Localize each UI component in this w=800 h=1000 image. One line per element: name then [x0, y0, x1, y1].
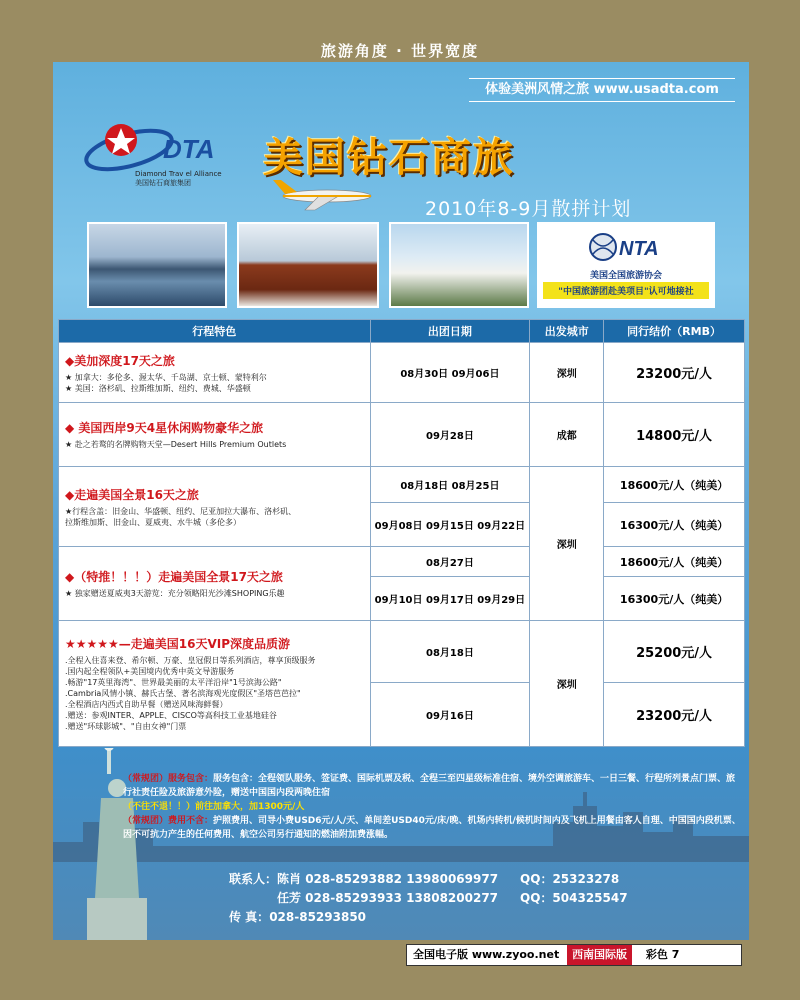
tour-detail: .全程入住喜来登、希尔顿、万豪、皇冠假日等系列酒店，尊享顶级服务: [65, 656, 316, 665]
tour-price: 23200元/人: [604, 343, 745, 403]
fax-number: 028-85293850: [269, 910, 367, 924]
table-row: [59, 403, 745, 467]
nta-certification: "中国旅游团赴美项目"认可地接社: [543, 282, 709, 299]
dta-logo-subtitle: [135, 170, 222, 188]
magazine-header: [0, 0, 800, 60]
tour-title: ◆走遍美国全景16天之旅: [65, 487, 199, 502]
tour-price: 18600元/人（纯美）: [604, 467, 745, 503]
table-row: [59, 343, 745, 403]
include-text: 服务包含：全程领队服务、签证费、国际机票及税、全程三至四星级标准住宿、境外空调旅游车、一日三餐、行程所列景点门票、旅行社责任险及旅游意外险，赠送中国国内段两晚住宿: [123, 774, 736, 798]
table-row: [59, 621, 745, 683]
tour-title: ◆（特推！！！）走遍美国全景17天之旅: [65, 570, 283, 584]
table-row: [59, 547, 745, 577]
tour-city: 深圳: [530, 343, 604, 403]
col-header-city: 出发城市: [530, 320, 604, 343]
tour-dates: 09月08日 09月15日 09月22日: [370, 503, 530, 547]
tour-detail: ★行程含盖：旧金山、华盛顿、纽约、尼亚加拉大瀑布、洛杉矶、: [65, 506, 297, 516]
tour-detail: .全程酒店内西式自助早餐（赠送风味海鲜餐）: [65, 700, 228, 709]
col-header-features: 行程特色: [59, 320, 371, 343]
nta-name-cn: 美国全国旅游协会: [589, 271, 662, 281]
contact-label: 联系人：: [229, 872, 278, 886]
tour-dates: 08月30日 09月06日: [370, 343, 530, 403]
city-skyline-photo: [87, 222, 227, 308]
airplane-image: [265, 176, 375, 214]
tour-description: [59, 547, 371, 621]
col-header-price: 同行结价（RMB）: [604, 320, 745, 343]
contact-row: [229, 889, 628, 908]
plan-subtitle: 2010年8-9月散拼计划: [425, 198, 632, 220]
service-include: [123, 772, 741, 800]
contact-info: [229, 870, 628, 927]
tour-description: [59, 343, 371, 403]
ad-panel: [53, 62, 749, 940]
tour-detail: .Cambria风情小镇、赫氏古堡、著名滨海观光度假区"圣塔芭芭拉": [65, 689, 301, 698]
tour-dates: 08月18日 08月25日: [370, 467, 530, 503]
tour-dates: 09月28日: [370, 403, 530, 467]
tour-price: 16300元/人（纯美）: [604, 577, 745, 621]
tour-title: ★★★★★—走遍美国16天VIP深度品质游: [65, 637, 291, 651]
tour-description: [59, 467, 371, 547]
magazine-tagline: 旅游角度 · 世界宽度: [320, 42, 480, 60]
tour-price: 14800元/人: [604, 403, 745, 467]
contact-person-2: 任芳 028-85293933 13808200277: [277, 891, 499, 905]
tour-title: ◆ 美国西岸9天4星休闲购物豪华之旅: [65, 421, 264, 435]
tour-price: 25200元/人: [604, 621, 745, 683]
footer-page: 彩色 7: [645, 948, 680, 961]
tour-description: [59, 403, 371, 467]
table-row: [59, 467, 745, 503]
tour-city: 深圳: [530, 467, 604, 621]
table-header-row: [59, 320, 745, 343]
tour-detail: ★ 美国：洛杉矶、拉斯维加斯、纽约、费城、华盛顿: [65, 383, 251, 393]
capitol-building-photo: [389, 222, 529, 308]
tour-detail: .赠送"环球影城"、"自由女神"门票: [65, 722, 187, 731]
tour-dates: 08月27日: [370, 547, 530, 577]
contact-qq-1: QQ：25323278: [520, 872, 620, 886]
contact-person-1: 陈肖 028-85293882 13980069977: [277, 872, 499, 886]
tour-title: ◆美加深度17天之旅: [65, 353, 175, 368]
service-notes: [123, 772, 741, 842]
tour-detail: ★ 赴之若鹜的名牌购物天堂—Desert Hills Premium Outlets: [65, 440, 287, 449]
tour-city: 成都: [530, 403, 604, 467]
tour-detail: ★ 加拿大：多伦多、渥太华、千岛湖、京士顿、蒙特利尔: [65, 372, 267, 382]
tour-price: 18600元/人（纯美）: [604, 547, 745, 577]
service-exclude: [123, 814, 741, 842]
website-banner: 体验美洲风情之旅 www.usadta.com: [469, 78, 735, 102]
tour-detail: .国内起全程领队+美国境内优秀中英文导游服务: [65, 667, 235, 676]
contact-row: [229, 908, 628, 927]
red-brick-building-photo: [237, 222, 379, 308]
magazine-footer: [406, 944, 742, 966]
tour-price: 16300元/人（纯美）: [604, 503, 745, 547]
logo-cn: 美国钻石商旅集团: [135, 179, 191, 187]
ad-title: 美国钻石商旅: [263, 134, 515, 181]
footer-edition: 全国电子版 www.zyoo.net: [413, 948, 560, 961]
tour-city: 深圳: [530, 621, 604, 747]
tour-price: 23200元/人: [604, 683, 745, 747]
include-label: （常规团）服务包含：: [123, 774, 214, 784]
tour-dates: 08月18日: [370, 621, 530, 683]
tour-detail: .赠送：参观INTER、APPLE、CISCO等高科技工业基地硅谷: [65, 711, 277, 720]
fax-label: 传 真：: [229, 910, 270, 924]
footer-region: 西南国际版: [567, 945, 632, 965]
tour-detail: 拉斯维加斯、旧金山、夏威夷、水牛城（多伦多）: [65, 517, 241, 527]
dta-logo-letters: DTA: [163, 134, 215, 164]
tour-price-table: [58, 319, 745, 747]
contact-row: [229, 870, 628, 889]
logo-en: Diamond Trav el Alliance: [135, 170, 222, 178]
nta-letters: NTA: [619, 238, 659, 260]
col-header-dates: 出团日期: [370, 320, 530, 343]
tour-dates: 09月16日: [370, 683, 530, 747]
nta-partner-badge: [537, 222, 715, 308]
exclude-text: 护照费用、司导小费USD6元/人/天、单间差USD40元/床/晚、机场内转机/候机时间内及飞机上用餐由客人自理、中国国内段机票、因不可抗力产生的任何费用、航空公司另行通知的燃油附加费涨幅。: [123, 816, 741, 840]
nta-logo: [589, 230, 669, 264]
tour-detail: ★ 独家赠送夏威夷3天游览：充分领略阳光沙滩SHOPING乐趣: [65, 589, 285, 598]
canada-surcharge: （不往不退！！）前往加拿大，加1300元/人: [123, 802, 305, 812]
exclude-label: （常规团）费用不含：: [123, 816, 214, 826]
contact-qq-2: QQ：504325547: [520, 891, 628, 905]
tour-detail: .畅游"17英里海湾"、世界最美丽的太平洋沿岸"1号滨海公路": [65, 678, 282, 687]
tour-dates: 09月10日 09月17日 09月29日: [370, 577, 530, 621]
tour-description: [59, 621, 371, 747]
